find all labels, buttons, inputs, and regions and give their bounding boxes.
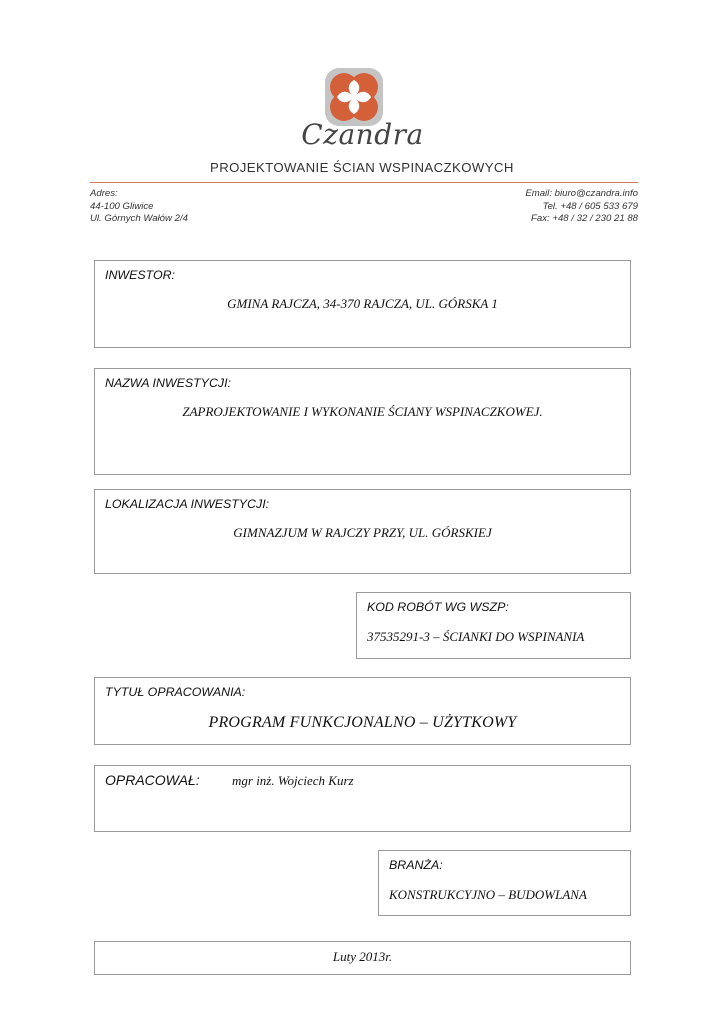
branza-label: BRANŻA:: [389, 858, 443, 872]
lokalizacja-box: [94, 489, 631, 574]
date-value: Luty 2013r.: [332, 949, 393, 964]
opracowal-label: OPRACOWAŁ:: [105, 772, 200, 788]
lokalizacja-value: GIMNAZJUM W RAJCZY PRZY, UL. GÓRSKIEJ: [233, 525, 492, 540]
branza-value: KONSTRUKCYJNO – BUDOWLANA: [389, 887, 587, 902]
nazwa-inwestycji-box: [94, 368, 631, 475]
contact-email: Email: biuro@czandra.info: [525, 188, 638, 199]
address-city: 44-100 Gliwice: [90, 200, 154, 212]
nazwa-inwestycji-value: ZAPROJEKTOWANIE I WYKONANIE ŚCIANY WSPINACZKOWEJ.: [182, 404, 543, 419]
inwestor-label: INWESTOR:: [105, 268, 175, 282]
address-street: Ul. Górnych Wałów 2/4: [90, 213, 188, 224]
branza-box: [378, 850, 631, 916]
nazwa-inwestycji-label: NAZWA INWESTYCJI:: [105, 376, 231, 390]
opracowal-box: [94, 765, 631, 832]
header-divider: [90, 182, 638, 183]
company-contact: [525, 188, 638, 226]
brand-tagline: PROJEKTOWANIE ŚCIAN WSPINACZKOWYCH: [210, 160, 514, 175]
contact-fax: Fax: +48 / 32 / 230 21 88: [531, 213, 638, 224]
opracowal-value: mgr inż. Wojciech Kurz: [232, 773, 354, 788]
tytul-label: TYTUŁ OPRACOWANIA:: [105, 685, 246, 699]
lokalizacja-label: LOKALIZACJA INWESTYCJI:: [105, 497, 270, 511]
contact-phone: Tel. +48 / 605 533 679: [542, 200, 638, 212]
date-box: [94, 941, 631, 975]
kod-robot-value: 37535291-3 – ŚCIANKI DO WSPINANIA: [367, 629, 585, 644]
tytul-value: PROGRAM FUNKCJONALNO – UŻYTKOWY: [208, 714, 517, 731]
brand-name: Czandra: [301, 118, 424, 151]
inwestor-value: GMINA RAJCZA, 34-370 RAJCZA, UL. GÓRSKA 1: [227, 296, 498, 311]
kod-robot-box: [356, 592, 631, 659]
company-address: [90, 188, 188, 226]
address-label: Adres:: [90, 188, 118, 199]
kod-robot-label: KOD ROBÓT WG WSZP:: [367, 600, 509, 614]
inwestor-box: [94, 260, 631, 348]
tytul-box: [94, 677, 631, 745]
